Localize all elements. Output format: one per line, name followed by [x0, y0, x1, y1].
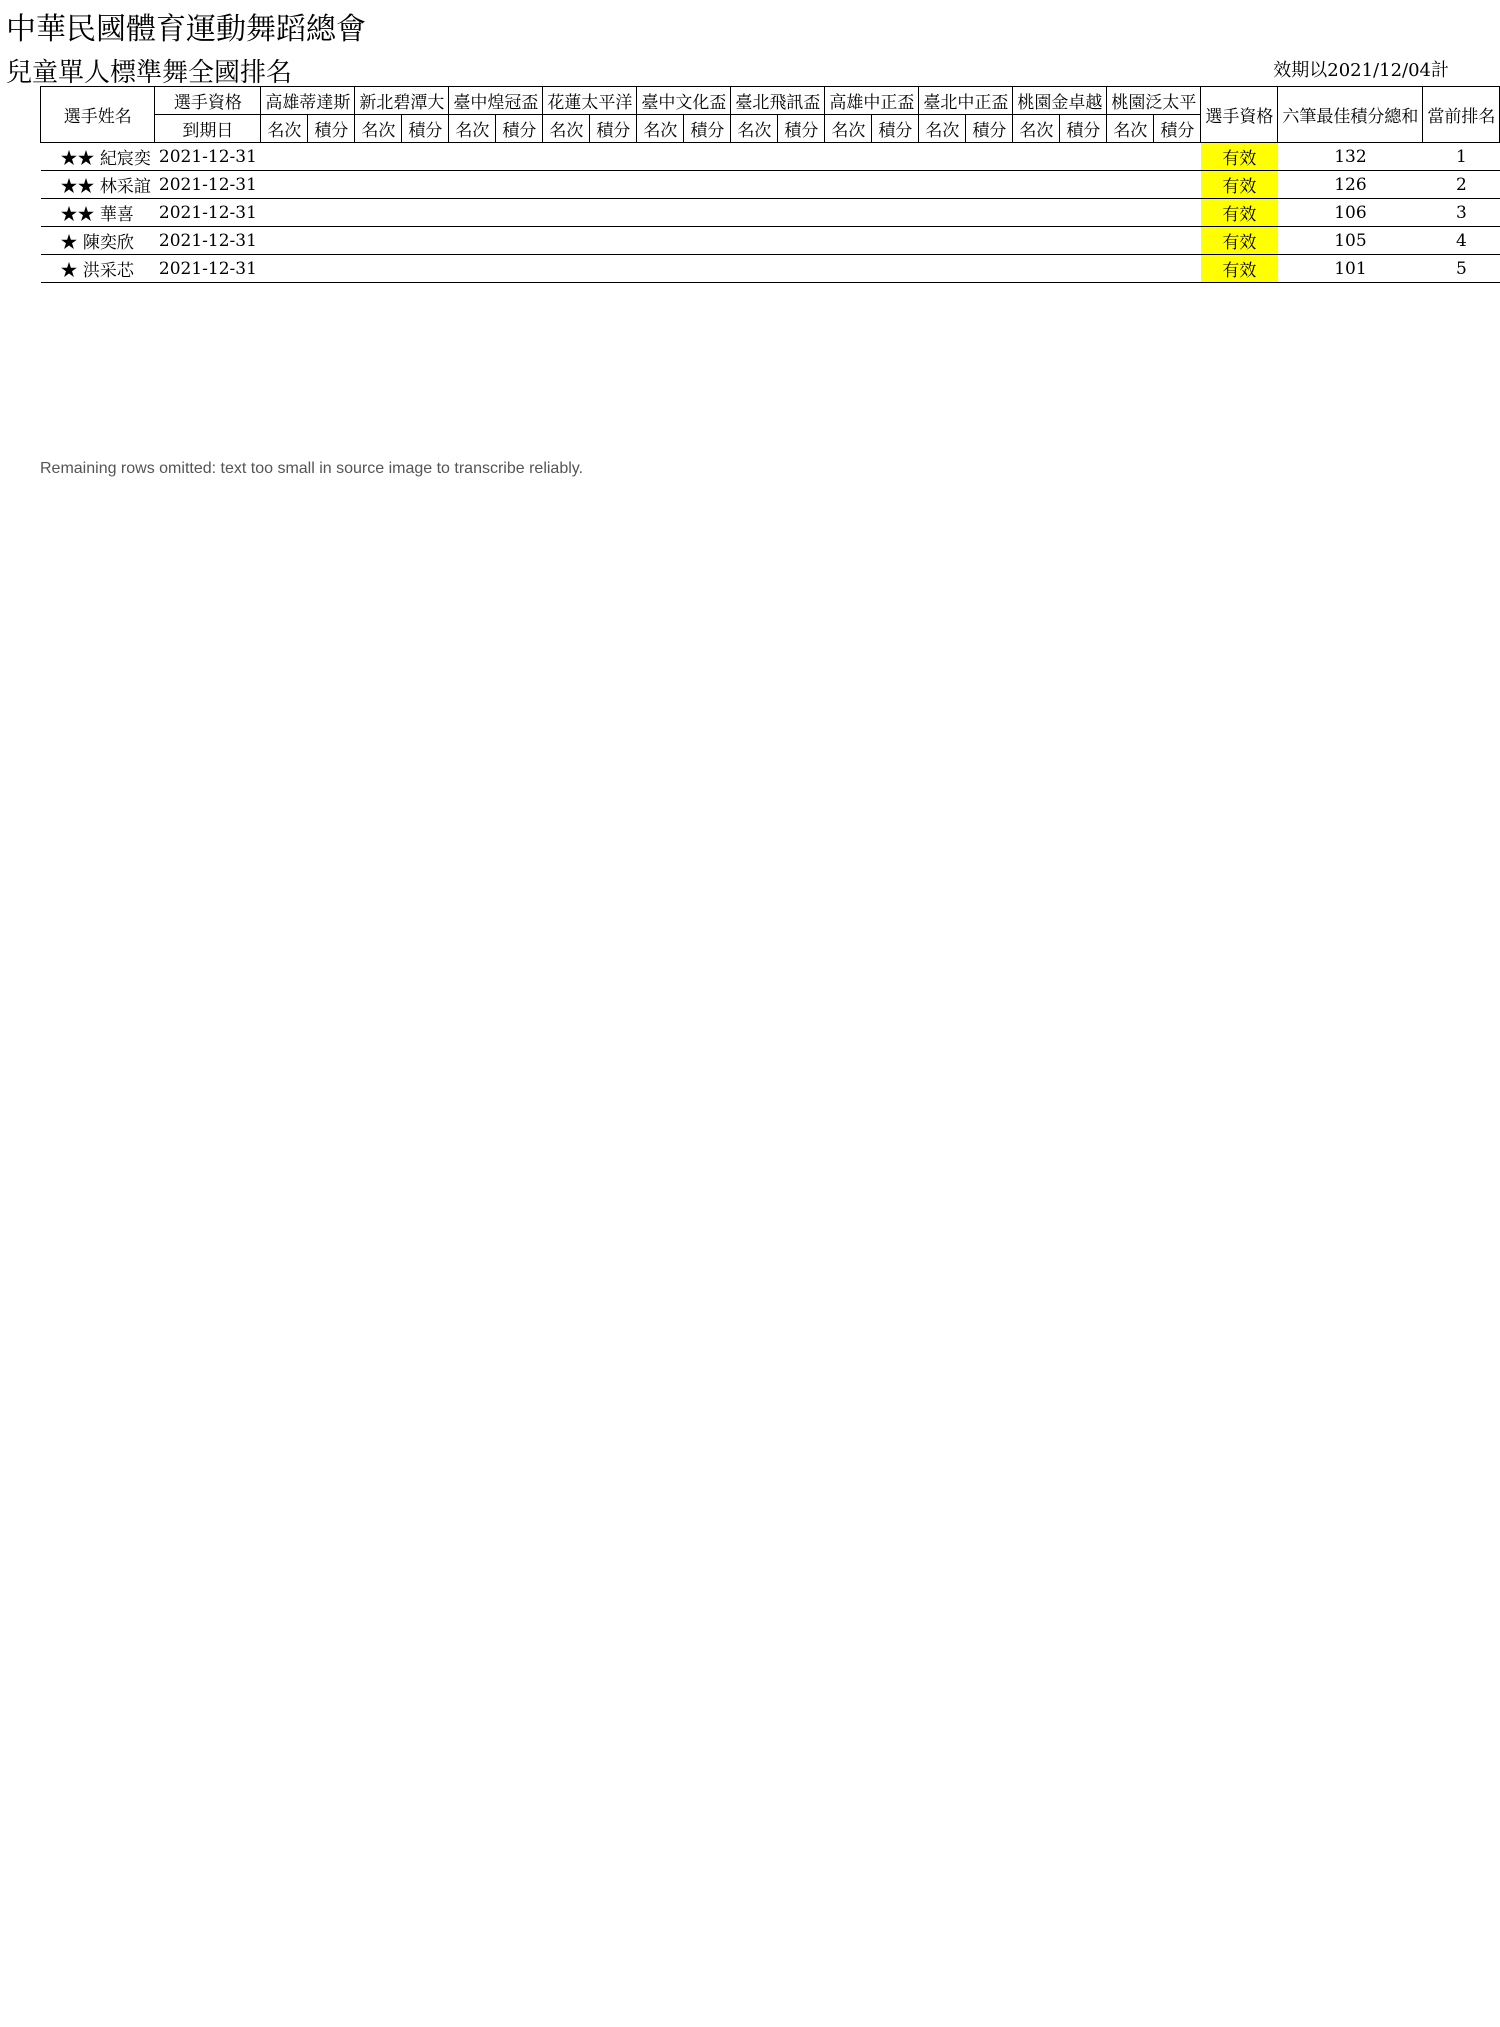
score-cell	[355, 227, 402, 255]
athlete-name: ★ 洪采芯	[41, 255, 155, 283]
score-cell	[1154, 227, 1201, 255]
score-cell	[1154, 143, 1201, 171]
score-cell	[1107, 143, 1154, 171]
current-rank: 4	[1423, 227, 1500, 255]
score-cell	[496, 171, 543, 199]
score-cell	[966, 143, 1013, 171]
total-points: 105	[1278, 227, 1423, 255]
col-competition: 高雄中正盃	[825, 87, 919, 115]
current-rank: 2	[1423, 171, 1500, 199]
col-points: 積分	[402, 115, 449, 143]
score-cell	[308, 143, 355, 171]
score-cell	[919, 171, 966, 199]
score-cell	[684, 199, 731, 227]
score-cell	[778, 143, 825, 171]
score-cell	[872, 255, 919, 283]
score-cell	[1060, 255, 1107, 283]
score-cell	[966, 171, 1013, 199]
score-cell	[496, 143, 543, 171]
score-cell	[590, 143, 637, 171]
score-cell	[731, 143, 778, 171]
expiry-date: 2021-12-31	[155, 255, 261, 283]
col-name: 選手姓名	[41, 87, 155, 143]
score-cell	[496, 255, 543, 283]
score-cell	[449, 199, 496, 227]
score-cell	[1107, 171, 1154, 199]
score-cell	[684, 255, 731, 283]
score-cell	[825, 199, 872, 227]
score-cell	[637, 171, 684, 199]
score-cell	[919, 255, 966, 283]
col-competition: 花蓮太平洋	[543, 87, 637, 115]
score-cell	[684, 143, 731, 171]
score-cell	[731, 255, 778, 283]
score-cell	[872, 171, 919, 199]
score-cell	[543, 227, 590, 255]
expiry-date: 2021-12-31	[155, 199, 261, 227]
as-of-date: 效期以2021/12/04計	[1273, 60, 1449, 81]
status-badge: 有效	[1201, 143, 1278, 171]
score-cell	[1060, 199, 1107, 227]
score-cell	[1107, 199, 1154, 227]
col-status: 選手資格	[1201, 87, 1278, 143]
col-points: 積分	[496, 115, 543, 143]
score-cell	[966, 255, 1013, 283]
score-cell	[1060, 143, 1107, 171]
col-place: 名次	[1107, 115, 1154, 143]
current-rank: 5	[1423, 255, 1500, 283]
score-cell	[355, 143, 402, 171]
expiry-date: 2021-12-31	[155, 227, 261, 255]
col-place: 名次	[825, 115, 872, 143]
col-competition: 高雄蒂達斯	[261, 87, 355, 115]
score-cell	[355, 255, 402, 283]
col-place: 名次	[543, 115, 590, 143]
score-cell	[778, 199, 825, 227]
col-points: 積分	[590, 115, 637, 143]
col-points: 積分	[1060, 115, 1107, 143]
expiry-date: 2021-12-31	[155, 171, 261, 199]
col-rank: 當前排名	[1423, 87, 1500, 143]
col-competition: 臺中文化盃	[637, 87, 731, 115]
score-cell	[1154, 171, 1201, 199]
score-cell	[449, 255, 496, 283]
score-cell	[590, 227, 637, 255]
score-cell	[637, 143, 684, 171]
status-badge: 有效	[1201, 171, 1278, 199]
col-place: 名次	[449, 115, 496, 143]
score-cell	[1060, 227, 1107, 255]
score-cell	[402, 199, 449, 227]
col-points: 積分	[872, 115, 919, 143]
ranking-table	[40, 86, 1500, 283]
score-cell	[402, 143, 449, 171]
score-cell	[637, 199, 684, 227]
score-cell	[684, 227, 731, 255]
score-cell	[825, 255, 872, 283]
table-row	[41, 255, 1500, 283]
score-cell	[355, 199, 402, 227]
col-expiry: 到期日	[155, 115, 261, 143]
col-place: 名次	[637, 115, 684, 143]
col-competition: 桃園泛太平	[1107, 87, 1201, 115]
score-cell	[402, 255, 449, 283]
athlete-name: ★★ 華喜	[41, 199, 155, 227]
score-cell	[543, 171, 590, 199]
score-cell	[825, 143, 872, 171]
score-cell	[1013, 171, 1060, 199]
current-rank: 1	[1423, 143, 1500, 171]
score-cell	[449, 227, 496, 255]
score-cell	[308, 199, 355, 227]
score-cell	[402, 227, 449, 255]
score-cell	[684, 171, 731, 199]
score-cell	[1107, 255, 1154, 283]
score-cell	[1013, 199, 1060, 227]
col-place: 名次	[355, 115, 402, 143]
total-points: 106	[1278, 199, 1423, 227]
score-cell	[825, 227, 872, 255]
col-place: 名次	[1013, 115, 1060, 143]
score-cell	[778, 227, 825, 255]
score-cell	[778, 255, 825, 283]
athlete-name: ★★ 紀宸奕	[41, 143, 155, 171]
score-cell	[731, 171, 778, 199]
col-points: 積分	[966, 115, 1013, 143]
score-cell	[496, 199, 543, 227]
col-points: 積分	[1154, 115, 1201, 143]
athlete-name: ★ 陳奕欣	[41, 227, 155, 255]
col-competition: 臺中煌冠盃	[449, 87, 543, 115]
col-place: 名次	[919, 115, 966, 143]
score-cell	[402, 171, 449, 199]
score-cell	[308, 171, 355, 199]
score-cell	[449, 171, 496, 199]
col-points: 積分	[778, 115, 825, 143]
total-points: 101	[1278, 255, 1423, 283]
score-cell	[590, 255, 637, 283]
col-place: 名次	[261, 115, 308, 143]
page-subtitle: 兒童單人標準舞全國排名	[6, 58, 293, 88]
col-qualification: 選手資格	[155, 87, 261, 115]
score-cell	[872, 227, 919, 255]
score-cell	[966, 199, 1013, 227]
score-cell	[261, 227, 308, 255]
score-cell	[637, 255, 684, 283]
score-cell	[1013, 227, 1060, 255]
col-total: 六筆最佳積分總和	[1278, 87, 1423, 143]
score-cell	[308, 227, 355, 255]
page-title: 中華民國體育運動舞蹈總會	[6, 12, 366, 47]
score-cell	[919, 227, 966, 255]
table-row	[41, 227, 1500, 255]
status-badge: 有效	[1201, 227, 1278, 255]
score-cell	[1154, 255, 1201, 283]
score-cell	[919, 199, 966, 227]
score-cell	[543, 199, 590, 227]
score-cell	[1013, 143, 1060, 171]
score-cell	[590, 199, 637, 227]
transcription-notice: Remaining rows omitted: text too small in source image to transcribe reliably.	[40, 460, 584, 477]
score-cell	[872, 143, 919, 171]
total-points: 132	[1278, 143, 1423, 171]
col-place: 名次	[731, 115, 778, 143]
score-cell	[1154, 199, 1201, 227]
score-cell	[308, 255, 355, 283]
col-competition: 臺北中正盃	[919, 87, 1013, 115]
score-cell	[1107, 227, 1154, 255]
score-cell	[1013, 255, 1060, 283]
score-cell	[543, 255, 590, 283]
col-competition: 臺北飛訊盃	[731, 87, 825, 115]
total-points: 126	[1278, 171, 1423, 199]
score-cell	[449, 143, 496, 171]
score-cell	[731, 199, 778, 227]
score-cell	[825, 171, 872, 199]
score-cell	[261, 143, 308, 171]
status-badge: 有效	[1201, 199, 1278, 227]
col-points: 積分	[308, 115, 355, 143]
table-row	[41, 199, 1500, 227]
table-row	[41, 171, 1500, 199]
col-points: 積分	[684, 115, 731, 143]
score-cell	[919, 143, 966, 171]
score-cell	[355, 171, 402, 199]
score-cell	[637, 227, 684, 255]
score-cell	[778, 171, 825, 199]
col-competition: 新北碧潭大	[355, 87, 449, 115]
score-cell	[1060, 171, 1107, 199]
score-cell	[590, 171, 637, 199]
current-rank: 3	[1423, 199, 1500, 227]
score-cell	[261, 255, 308, 283]
athlete-name: ★★ 林采誼	[41, 171, 155, 199]
score-cell	[496, 227, 543, 255]
score-cell	[543, 143, 590, 171]
score-cell	[261, 199, 308, 227]
expiry-date: 2021-12-31	[155, 143, 261, 171]
status-badge: 有效	[1201, 255, 1278, 283]
col-competition: 桃園金卓越	[1013, 87, 1107, 115]
score-cell	[872, 199, 919, 227]
score-cell	[966, 227, 1013, 255]
score-cell	[261, 171, 308, 199]
score-cell	[731, 227, 778, 255]
table-row	[41, 143, 1500, 171]
